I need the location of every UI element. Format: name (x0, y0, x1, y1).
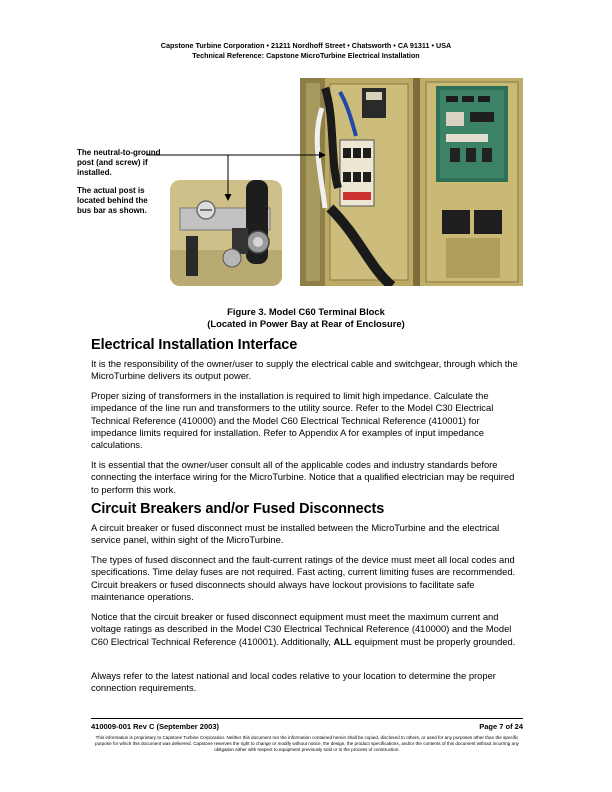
figure-caption-title: Figure 3. Model C60 Terminal Block (227, 306, 385, 317)
callout-actual-post-location: The actual post is located behind the bus bar as shown. (77, 186, 148, 215)
paragraph: It is essential that the owner/user consult all of the applicable codes and industry standards before connecting the interface wiring for the MicroTurbine. Notice that a qualified electrician may be required to perform this work. (91, 459, 515, 495)
paragraph: It is the responsibility of the owner/user to supply the electrical cable and switchgear, through which the MicroTurbine delivers its output power. (91, 358, 518, 382)
arrow-head-down (225, 194, 232, 201)
paragraph-notice (91, 611, 523, 648)
notice-emphasis: ALL (333, 635, 352, 647)
header-company-line: Capstone Turbine Corporation • 21211 Nordhoff Street • Chatsworth • CA 91311 • USA (160, 41, 452, 50)
header-title-line: Technical Reference: Capstone MicroTurbine Electrical Installation (192, 51, 420, 60)
arrow-head-right (319, 152, 326, 159)
callout-neutral-to-ground: The neutral-to-ground post (and screw) if installed. (77, 148, 161, 177)
footer-document-id: 410009-001 Rev C (September 2003) (91, 722, 219, 731)
notice-text-end: equipment must be properly grounded. (351, 635, 516, 647)
paragraph: The types of fused disconnect and the fault-current ratings of the device must meet all local codes and specifications. Time delay fuses are not required. Fast acting, current limiting fuses are recommended. Circuit breakers or fused disconnects should always have lockout provisions to facilitate safe maintenance operations. (91, 554, 516, 602)
paragraph: Proper sizing of transformers in the installation is required to limit high impedance. Calculate the impedance of the line run and transformers to the utility source. Refer to the Model C30 Electrical Technical Reference (410000) and the Model C60 Electrical Technical Reference (410001) for impedance limits required for installation. Refer to Appendix A for examples of input impedance calculations. (91, 390, 494, 451)
notice-text: Notice that the circuit breaker or fused disconnect equipment must meet the maximum current and voltage ratings as described in the Model C30 Electrical Technical Reference (410000) and the Model C60 Electrical Technical Reference (410001). Additionally, (91, 611, 512, 647)
footer-rule (91, 718, 523, 719)
paragraph: A circuit breaker or fused disconnect must be installed between the MicroTurbine and the electrical service panel, within sight of the MicroTurbine. (91, 522, 500, 546)
footer-proprietary-notice: This information is proprietary to Capstone Turbine Corporation. Neither this document nor the information contained herein shall be copied, disclosed to others, or used for any purposes other than the specific purpose for which this document was delivered. Capstone reserves the right to change or modify without notice, the design, the product specifications, and/or the contents of this document without incurring any obligation either with respect to equipment previously sold or in the process of construction. (95, 735, 519, 752)
footer-page-number: Page 7 of 24 (479, 722, 523, 731)
figure-caption-subtitle: (Located in Power Bay at Rear of Enclosure) (207, 318, 405, 329)
heading-electrical-installation-interface: Electrical Installation Interface (91, 337, 298, 353)
heading-circuit-breakers: Circuit Breakers and/or Fused Disconnects (91, 501, 385, 517)
paragraph: Always refer to the latest national and local codes relative to your location to determine the proper connection requirements. (91, 670, 496, 694)
